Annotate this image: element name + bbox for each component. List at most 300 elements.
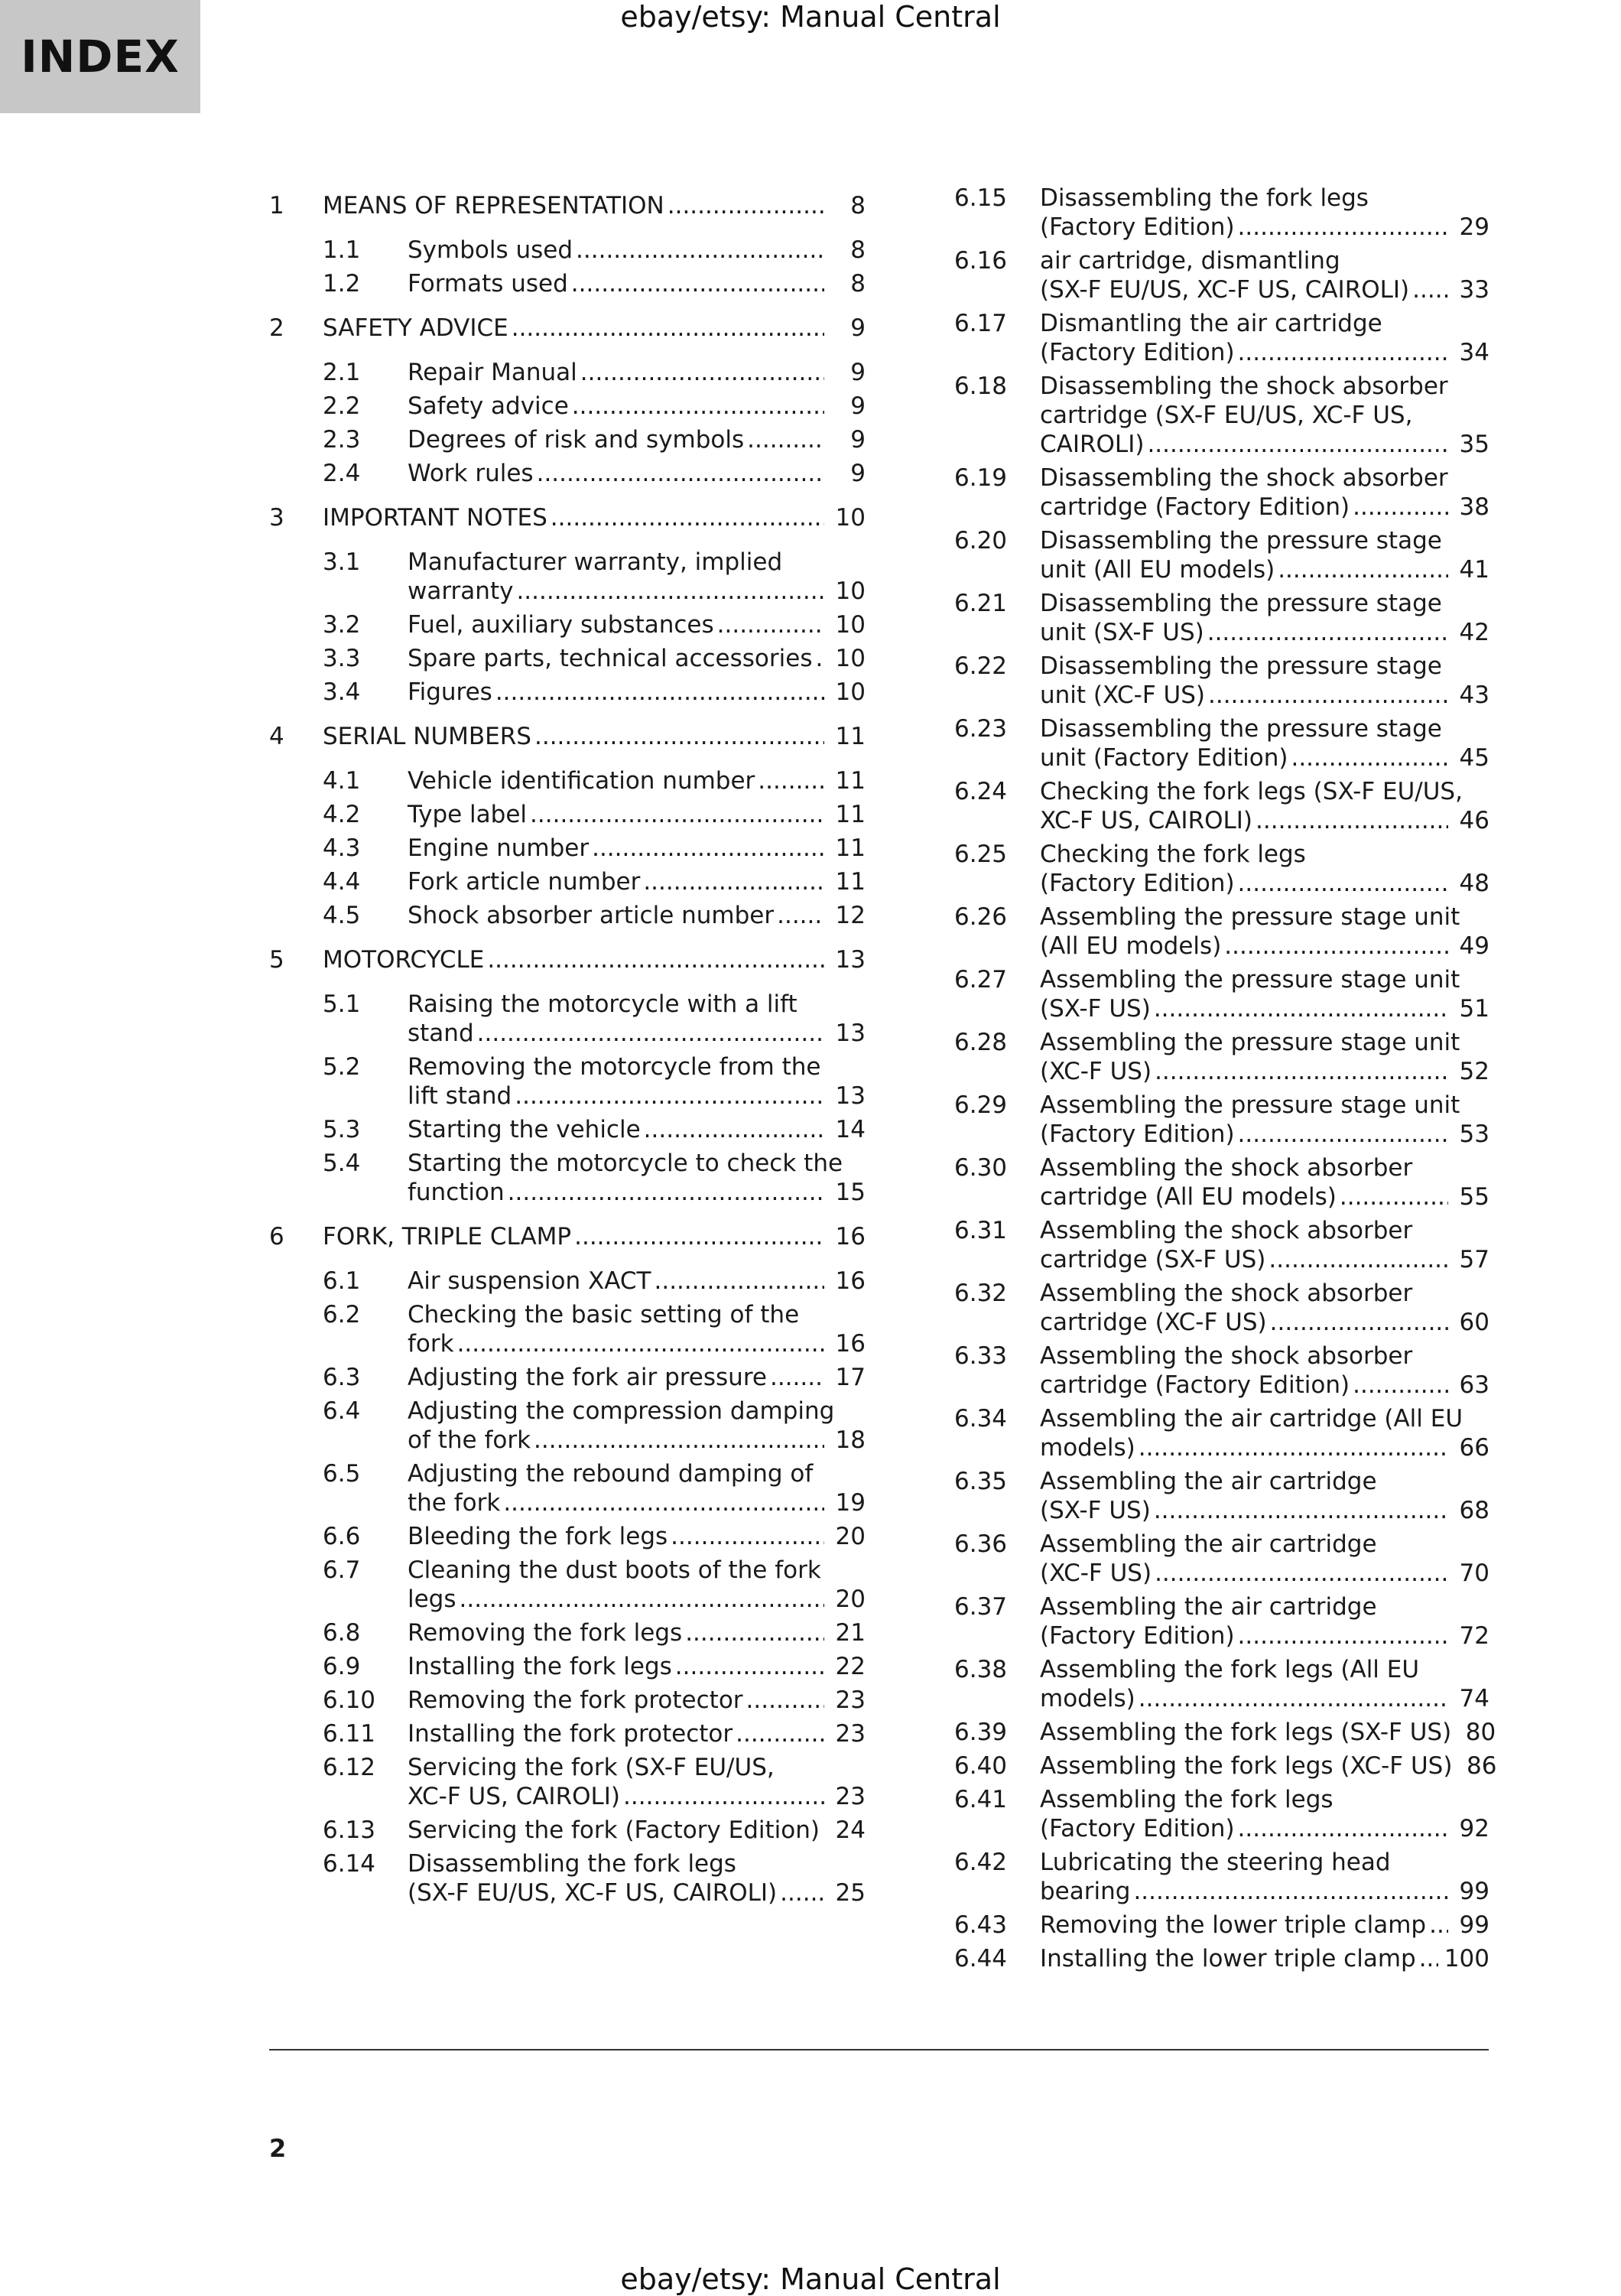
toc-chapter: [269, 503, 866, 707]
toc-entry-title: Repair Manual: [408, 359, 577, 386]
toc-entry-title: (SX-F EU/US, XC-F US, CAIROLI): [408, 1879, 778, 1907]
toc-entry[interactable]: [323, 800, 866, 829]
toc-entry[interactable]: [269, 722, 866, 751]
dot-leader: [495, 678, 824, 707]
toc-entry-title: XC-F US, CAIROLI): [1040, 807, 1253, 834]
toc-entry[interactable]: [954, 1655, 1489, 1713]
toc-entry-page: 8: [850, 270, 866, 298]
toc-entry-page: 19: [835, 1489, 866, 1517]
toc-entry[interactable]: [323, 867, 866, 896]
toc-entry[interactable]: [954, 184, 1489, 242]
toc-entry-number: 6.2: [323, 1301, 361, 1328]
index-tab-label: INDEX: [21, 31, 180, 83]
toc-entry[interactable]: [323, 459, 866, 488]
toc-entry[interactable]: [323, 358, 866, 387]
toc-entry-page: 51: [1459, 995, 1489, 1023]
toc-entry-page: 70: [1459, 1559, 1489, 1587]
toc-entry-number: 6.5: [323, 1460, 361, 1488]
dot-leader: [643, 867, 824, 896]
dot-leader: [1154, 994, 1448, 1023]
toc-entry-number: 6.16: [954, 247, 1008, 275]
toc-entry-number: 3.3: [323, 645, 361, 672]
toc-entry[interactable]: [954, 1718, 1496, 1747]
toc-entry-number: 6.26: [954, 903, 1008, 931]
toc-entry[interactable]: [323, 1267, 866, 1296]
toc-entry-title: unit (SX-F US): [1040, 619, 1204, 646]
toc-entry-number: 6.24: [954, 778, 1008, 805]
toc-entry-number: 6.12: [323, 1754, 376, 1781]
dot-leader: [1238, 338, 1448, 367]
toc-entry-title: Assembling the air cartridge: [1040, 1468, 1377, 1495]
dot-leader: [1429, 1911, 1448, 1940]
toc-entry-title: (Factory Edition): [1040, 1622, 1235, 1650]
dot-leader: [1278, 555, 1448, 584]
toc-entry-title: Installing the lower triple clamp: [1040, 1945, 1416, 1972]
dot-leader: [770, 1363, 824, 1392]
toc-entry-title: MOTORCYCLE: [323, 946, 485, 974]
dot-leader: [1208, 681, 1448, 710]
toc-entry-title: warranty: [408, 577, 514, 605]
toc-entry-number: 6.38: [954, 1656, 1008, 1683]
toc-entry[interactable]: [323, 644, 866, 673]
toc-entry-title: Assembling the shock absorber: [1040, 1154, 1413, 1182]
toc-entry-title: stand: [408, 1020, 474, 1047]
toc-entry-page: 12: [835, 902, 866, 929]
dot-leader: [460, 1585, 824, 1614]
toc-entry-page: 48: [1459, 870, 1489, 897]
toc-entry[interactable]: [323, 425, 866, 454]
dot-leader: [1238, 213, 1448, 242]
toc-entry-title: air cartridge, dismantling: [1040, 247, 1340, 275]
dot-leader: [516, 577, 824, 606]
toc-entry-page: 9: [850, 392, 866, 420]
toc-entry-number: 5.1: [323, 990, 361, 1018]
toc-entry[interactable]: [323, 392, 866, 421]
dot-leader: [777, 901, 824, 930]
toc-entry-title: Assembling the pressure stage unit: [1040, 903, 1460, 931]
toc-entry[interactable]: [323, 1149, 866, 1207]
toc-entry-number: 6.9: [323, 1653, 361, 1680]
toc-entry-title: Assembling the pressure stage unit: [1040, 1091, 1460, 1119]
toc-entry-number: 6.20: [954, 527, 1008, 554]
toc-entry-page: 11: [835, 767, 866, 795]
toc-entry-page: 11: [835, 801, 866, 828]
toc-entry-title: Lubricating the steering head: [1040, 1849, 1391, 1876]
toc-entry-title: Disassembling the fork legs: [1040, 184, 1369, 212]
toc-entry[interactable]: [323, 610, 866, 639]
toc-entry-title: fork: [408, 1330, 454, 1358]
watermark-top: ebay/etsy: Manual Central: [620, 0, 1001, 34]
toc-entry[interactable]: [323, 766, 866, 795]
dot-leader: [576, 236, 824, 265]
toc-entry[interactable]: [323, 678, 866, 707]
toc-entry-page: 20: [835, 1523, 866, 1550]
dot-leader: [685, 1618, 824, 1647]
dot-leader: [1207, 618, 1448, 647]
toc-entry-title: Assembling the shock absorber: [1040, 1280, 1413, 1307]
toc-entry-title: MEANS OF REPRESENTATION: [323, 192, 664, 220]
toc-entry[interactable]: [954, 777, 1489, 835]
toc-entry-number: 2: [269, 314, 284, 342]
dot-leader: [1154, 1496, 1448, 1525]
toc-entry-title: Disassembling the shock absorber: [1040, 464, 1448, 492]
toc-entry-title: (XC-F US): [1040, 1559, 1152, 1587]
toc-entry-title: (Factory Edition): [1040, 339, 1235, 366]
toc-entry-title: (All EU models): [1040, 932, 1222, 960]
toc-entry[interactable]: [323, 1363, 866, 1392]
dot-leader: [534, 1426, 824, 1455]
toc-entry[interactable]: [323, 1849, 866, 1907]
dot-leader: [551, 503, 824, 532]
toc-entry-title: Air suspension XACT: [408, 1267, 651, 1295]
toc-right-column: [954, 184, 1497, 1978]
toc-entry-title: Fork article number: [408, 868, 641, 896]
toc-entry-title: Assembling the pressure stage unit: [1040, 966, 1460, 994]
toc-entry[interactable]: [323, 1556, 866, 1614]
toc-entry-title: Assembling the shock absorber: [1040, 1217, 1413, 1244]
toc-entry-number: 3.1: [323, 548, 361, 576]
toc-entry-page: 13: [835, 1082, 866, 1110]
toc-entry-number: 6.22: [954, 652, 1008, 680]
toc-entry-number: 6.42: [954, 1849, 1008, 1876]
toc-entry-number: 6.31: [954, 1217, 1008, 1244]
toc-entry-title: Assembling the air cartridge (All EU: [1040, 1405, 1463, 1433]
dot-leader: [537, 459, 824, 488]
toc-entry-title: Assembling the fork legs: [1040, 1786, 1334, 1813]
toc-entry-number: 6.39: [954, 1719, 1008, 1746]
toc-entry-title: cartridge (All EU models): [1040, 1183, 1337, 1211]
toc-subsection-list: [269, 358, 866, 488]
toc-entry-number: 6.14: [323, 1850, 376, 1878]
toc-entry-page: 66: [1459, 1434, 1489, 1462]
toc-entry[interactable]: [954, 1279, 1489, 1337]
toc-entry-title: Disassembling the pressure stage: [1040, 652, 1442, 680]
dot-leader: [1155, 1559, 1448, 1588]
dot-leader: [457, 1329, 824, 1358]
toc-entry[interactable]: [954, 1751, 1497, 1781]
dot-leader: [1224, 932, 1448, 961]
toc-entry-title: Starting the vehicle: [408, 1116, 641, 1143]
toc-entry-number: 6.29: [954, 1091, 1008, 1119]
toc-entry-title: Shock absorber article number: [408, 902, 775, 929]
toc-entry-title: Spare parts, technical accessories: [408, 645, 813, 672]
toc-entry[interactable]: [269, 1222, 866, 1251]
toc-entry-title: (Factory Edition): [1040, 1120, 1235, 1148]
toc-entry[interactable]: [954, 840, 1489, 898]
toc-entry-page: 10: [835, 645, 866, 672]
toc-entry-number: 6.43: [954, 1911, 1008, 1939]
toc-entry-page: 16: [835, 1330, 866, 1358]
toc-entry[interactable]: [954, 1785, 1489, 1843]
toc-entry[interactable]: [954, 1342, 1489, 1400]
toc-entry-number: 2.3: [323, 426, 361, 454]
toc-entry-page: 10: [835, 678, 866, 706]
toc-entry[interactable]: [323, 1686, 866, 1715]
dot-leader: [1238, 1814, 1448, 1843]
toc-entry-title: Type label: [408, 801, 528, 828]
toc-entry-number: 2.1: [323, 359, 361, 386]
toc-entry-title: cartridge (XC-F US): [1040, 1309, 1267, 1336]
toc-entry-title: Starting the motorcycle to check the: [408, 1150, 843, 1177]
toc-entry[interactable]: [323, 1753, 866, 1811]
toc-entry[interactable]: [954, 1530, 1489, 1588]
toc-entry-page: 80: [1465, 1719, 1496, 1746]
toc-entry-title: SAFETY ADVICE: [323, 314, 508, 342]
toc-entry-number: 6.6: [323, 1523, 361, 1550]
toc-entry-title: Vehicle identification number: [408, 767, 755, 795]
toc-entry-page: 18: [835, 1426, 866, 1454]
toc-entry-page: 52: [1459, 1058, 1489, 1085]
toc-entry-number: 6.40: [954, 1752, 1008, 1780]
dot-leader: [823, 1816, 824, 1845]
dot-leader: [746, 1686, 824, 1715]
toc-entry[interactable]: [323, 901, 866, 930]
toc-entry[interactable]: [323, 1459, 866, 1517]
toc-entry[interactable]: [954, 1216, 1489, 1274]
toc-entry-page: 11: [835, 868, 866, 896]
toc-entry[interactable]: [323, 834, 866, 863]
toc-entry[interactable]: [323, 1522, 866, 1551]
toc-entry-page: 9: [850, 359, 866, 386]
toc-entry-title: Figures: [408, 678, 492, 706]
toc-entry-number: 6: [269, 1223, 284, 1250]
dot-leader: [1353, 493, 1448, 522]
toc-entry-title: Removing the motorcycle from the: [408, 1053, 821, 1081]
toc-entry-title: Disassembling the pressure stage: [1040, 527, 1442, 554]
toc-entry-title: Manufacturer warranty, implied: [408, 548, 783, 576]
toc-entry[interactable]: [954, 652, 1489, 710]
toc-entry-page: 92: [1459, 1815, 1489, 1842]
toc-entry-page: 46: [1459, 807, 1489, 834]
toc-entry-title: Checking the fork legs (SX-F EU/US,: [1040, 778, 1463, 805]
toc-entry-number: 1: [269, 192, 284, 220]
dot-leader: [1340, 1182, 1448, 1211]
toc-entry[interactable]: [323, 1397, 866, 1455]
toc-entry-title: unit (Factory Edition): [1040, 744, 1288, 772]
toc-entry-title: Removing the lower triple clamp: [1040, 1911, 1427, 1939]
toc-entry[interactable]: [269, 945, 866, 974]
toc-entry-page: 68: [1459, 1497, 1489, 1524]
toc-entry-number: 6.41: [954, 1786, 1008, 1813]
toc-entry[interactable]: [323, 1618, 866, 1647]
footer-divider: [269, 2049, 1489, 2050]
toc-entry-number: 1.2: [323, 270, 361, 298]
toc-entry[interactable]: [954, 1028, 1489, 1086]
toc-entry-title: Removing the fork protector: [408, 1686, 743, 1714]
toc-entry-title: Disassembling the fork legs: [408, 1850, 736, 1878]
toc-entry-title: Work rules: [408, 460, 534, 487]
dot-leader: [815, 644, 824, 673]
toc-entry-page: 100: [1444, 1945, 1489, 1972]
toc-entry-number: 6.37: [954, 1593, 1008, 1621]
toc-entry-page: 34: [1459, 339, 1489, 366]
toc-entry-number: 3.4: [323, 678, 361, 706]
toc-entry-title: Engine number: [408, 834, 590, 862]
toc-entry-title: Degrees of risk and symbols: [408, 426, 745, 454]
dot-leader: [1419, 1944, 1438, 1973]
toc-entry[interactable]: [269, 191, 866, 220]
dot-leader: [1139, 1684, 1448, 1713]
toc-entry-title: IMPORTANT NOTES: [323, 504, 547, 532]
toc-entry-page: 74: [1459, 1685, 1489, 1712]
toc-entry-title: Adjusting the fork air pressure: [408, 1364, 767, 1391]
toc-entry-title: Fuel, auxiliary substances: [408, 611, 714, 639]
dot-leader: [671, 1522, 824, 1551]
toc-entry-number: 2.2: [323, 392, 361, 420]
toc-entry[interactable]: [323, 1719, 866, 1748]
toc-entry-title: Assembling the air cartridge: [1040, 1530, 1377, 1558]
toc-subsection-list: [269, 548, 866, 707]
toc-entry-page: 99: [1459, 1878, 1489, 1905]
toc-entry[interactable]: [323, 1300, 866, 1358]
toc-entry[interactable]: [954, 1944, 1489, 1973]
dot-leader: [1147, 430, 1448, 459]
toc-entry-page: 10: [835, 611, 866, 639]
toc-entry-number: 3: [269, 504, 284, 532]
toc-entry-page: 45: [1459, 744, 1489, 772]
toc-subsection-list: [269, 1267, 866, 1907]
toc-entry-title: cartridge (Factory Edition): [1040, 1371, 1350, 1399]
toc-entry-title: (Factory Edition): [1040, 870, 1235, 897]
toc-entry-page: 9: [850, 426, 866, 454]
toc-entry-title: Assembling the fork legs (All EU: [1040, 1656, 1420, 1683]
toc-entry-number: 5.2: [323, 1053, 361, 1081]
toc-entry[interactable]: [323, 548, 866, 606]
dot-leader: [487, 945, 824, 974]
toc-chapter: [269, 191, 866, 298]
toc-entry-title: function: [408, 1179, 505, 1206]
toc-entry[interactable]: [323, 1115, 866, 1144]
toc-entry-page: 21: [835, 1619, 866, 1647]
dot-leader: [644, 1115, 824, 1144]
toc-entry-number: 6.35: [954, 1468, 1008, 1495]
toc-entry-title: Assembling the air cartridge: [1040, 1593, 1377, 1621]
toc-entry-title: (SX-F US): [1040, 995, 1151, 1023]
toc-entry[interactable]: [323, 236, 866, 265]
toc-entry-title: Adjusting the compression damping: [408, 1397, 835, 1425]
toc-entry[interactable]: [954, 902, 1489, 961]
toc-entry[interactable]: [954, 372, 1489, 459]
dot-leader: [572, 392, 824, 421]
toc-entry[interactable]: [954, 1911, 1489, 1940]
dot-leader: [515, 1081, 824, 1111]
toc-entry-page: 10: [835, 504, 866, 532]
toc-entry-title: Raising the motorcycle with a lift: [408, 990, 798, 1018]
dot-leader: [1238, 1621, 1448, 1650]
toc-entry-page: 8: [850, 192, 866, 220]
toc-entry-page: 86: [1467, 1752, 1497, 1780]
toc-entry-number: 6.25: [954, 841, 1008, 868]
toc-entry-title: Assembling the pressure stage unit: [1040, 1029, 1460, 1056]
toc-subsection-list: [269, 236, 866, 298]
dot-leader: [1256, 806, 1448, 835]
toc-entry[interactable]: [954, 463, 1489, 522]
toc-entry-title: Dismantling the air cartridge: [1040, 310, 1382, 337]
dot-leader: [580, 358, 824, 387]
toc-entry-title: SERIAL NUMBERS: [323, 723, 531, 750]
toc-entry-title: (SX-F EU/US, XC-F US, CAIROLI): [1040, 276, 1410, 304]
toc-entry[interactable]: [954, 246, 1489, 304]
toc-entry-title: XC-F US, CAIROLI): [408, 1783, 621, 1810]
dot-leader: [668, 191, 824, 220]
toc-entry-title: Disassembling the shock absorber: [1040, 372, 1448, 400]
toc-entry-number: 6.7: [323, 1556, 361, 1584]
toc-entry-number: 6.32: [954, 1280, 1008, 1307]
dot-leader: [592, 834, 824, 863]
toc-entry-number: 6.33: [954, 1342, 1008, 1370]
toc-entry[interactable]: [954, 1153, 1489, 1211]
toc-entry-page: 57: [1459, 1246, 1489, 1273]
toc-entry[interactable]: [954, 714, 1489, 772]
toc-entry-title: Assembling the fork legs (XC-F US): [1040, 1752, 1453, 1780]
toc-entry-page: 55: [1459, 1183, 1489, 1211]
toc-entry-page: 24: [835, 1816, 866, 1844]
toc-entry-title: (SX-F US): [1040, 1497, 1151, 1524]
toc-entry-page: 11: [835, 834, 866, 862]
toc-entry[interactable]: [323, 1052, 866, 1111]
toc-entry[interactable]: [954, 1592, 1489, 1650]
toc-entry-number: 6.34: [954, 1405, 1008, 1433]
toc-entry[interactable]: [269, 503, 866, 532]
toc-entry[interactable]: [954, 526, 1489, 584]
toc-entry-number: 4.1: [323, 767, 361, 795]
toc-entry[interactable]: [323, 1652, 866, 1681]
toc-entry[interactable]: [954, 589, 1489, 647]
toc-entry[interactable]: [954, 309, 1489, 367]
toc-entry-page: 17: [835, 1364, 866, 1391]
toc-entry-page: 14: [835, 1116, 866, 1143]
toc-entry-title: Servicing the fork (SX-F EU/US,: [408, 1754, 775, 1781]
toc-entry[interactable]: [323, 1816, 866, 1845]
toc-entry-title: models): [1040, 1685, 1135, 1712]
dot-leader: [747, 425, 824, 454]
toc-entry-page: 99: [1459, 1911, 1489, 1939]
toc-entry[interactable]: [323, 990, 866, 1048]
toc-subsection-list: [269, 990, 866, 1207]
dot-leader: [508, 1178, 824, 1207]
toc-entry-page: 23: [835, 1686, 866, 1714]
toc-chapter: [269, 314, 866, 488]
toc-entry-title: Installing the fork protector: [408, 1720, 733, 1748]
dot-leader: [717, 610, 824, 639]
toc-entry-page: 35: [1459, 431, 1489, 458]
toc-entry[interactable]: [954, 965, 1489, 1023]
toc-entry-title: Servicing the fork (Factory Edition): [408, 1816, 820, 1844]
toc-entry-title: Symbols used: [408, 236, 573, 264]
toc-entry[interactable]: [954, 1091, 1489, 1149]
toc-entry[interactable]: [269, 314, 866, 343]
toc-entry-title: (Factory Edition): [1040, 1815, 1235, 1842]
toc-entry-page: 13: [835, 946, 866, 974]
toc-entry-number: 6.23: [954, 715, 1008, 743]
toc-entry-title: cartridge (SX-F EU/US, XC-F US,: [1040, 402, 1413, 429]
toc-entry-title: the fork: [408, 1489, 501, 1517]
dot-leader: [1269, 1245, 1448, 1274]
toc-entry-page: 9: [850, 314, 866, 342]
toc-entry-number: 6.30: [954, 1154, 1008, 1182]
toc-entry-title: Disassembling the pressure stage: [1040, 590, 1442, 617]
toc-entry-title: Assembling the fork legs (SX-F US): [1040, 1719, 1452, 1746]
toc-entry-page: 9: [850, 460, 866, 487]
toc-chapter: [269, 722, 866, 930]
toc-entry[interactable]: [954, 1467, 1489, 1525]
dot-leader: [675, 1652, 824, 1681]
toc-entry[interactable]: [954, 1404, 1489, 1462]
toc-chapter: [269, 1222, 866, 1907]
toc-entry[interactable]: [323, 269, 866, 298]
toc-entry[interactable]: [954, 1848, 1489, 1906]
toc-entry-title: (XC-F US): [1040, 1058, 1152, 1085]
